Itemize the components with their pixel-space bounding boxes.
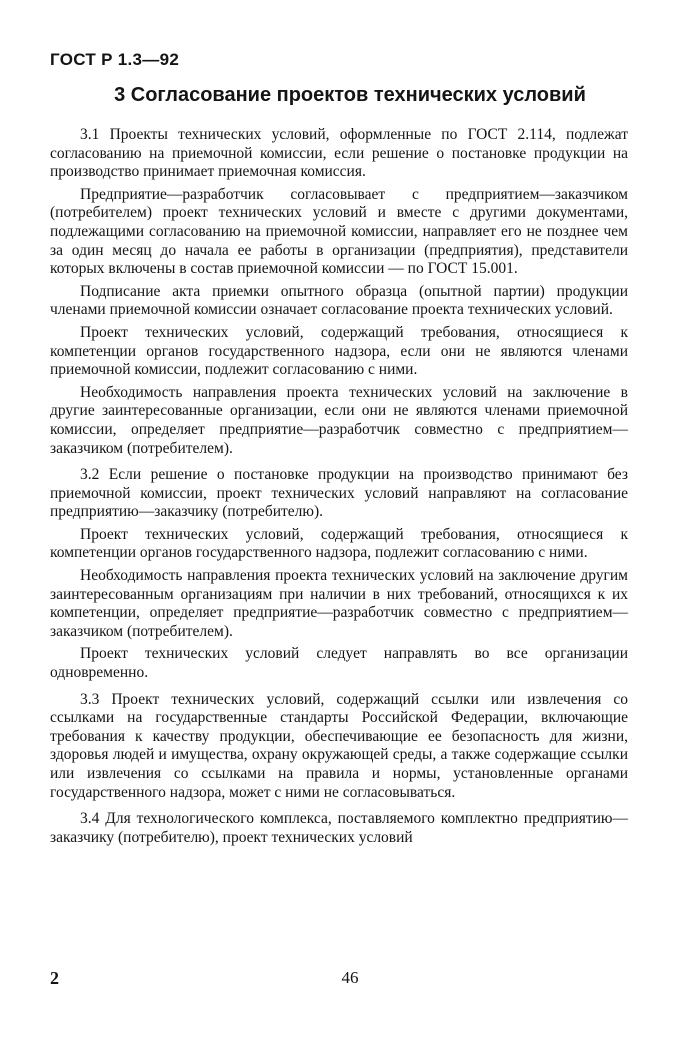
paragraph: Подписание акта приемки опытного образца (опытной партии) продукции членами приемочной комиссии означает согласование проекта технических условий.	[50, 282, 628, 319]
paragraph: Проект технических условий, содержащий требования, относящиеся к компетенции органов государственного надзора, подлежит согласованию с ними.	[50, 525, 628, 562]
paragraph: Необходимость направления проекта технических условий на заключение в другие заинтересованные организации, если они не являются членами приемочной комиссии, определяет предприятие—разработчик совместно с предприятием—заказчиком (потребителем).	[50, 383, 628, 457]
sheet-number: 46	[341, 968, 359, 987]
page-number: 2	[50, 968, 59, 988]
paragraph-3-3: 3.3 Проект технических условий, содержащий ссылки или извлечения со ссылками на государственные стандарты Российской Федерации, включающие требования к качеству продукции, обеспечивающие ее безопасность для жизни, здоровья людей и имущества, охрану окружающей среды, а также содержащие ссылки или извлечения со ссылками на правила и нормы, установленные органами государственного надзора, может с ними не согласовываться.	[50, 690, 628, 801]
paragraph-3-4: 3.4 Для технологического комплекса, поставляемого комплектно предприятию—заказчику (потребителю), проект технических условий	[50, 810, 628, 846]
paragraph: Проект технических условий следует направлять во все организации одновременно.	[50, 645, 628, 682]
paragraph-3-1: 3.1 Проекты технических условий, оформленные по ГОСТ 2.114, подлежат согласованию на приемочной комиссии, если решение о постановке продукции на производство принимает приемочная комиссия.	[50, 126, 628, 181]
section-title: 3 Согласование проектов технических условий	[114, 84, 586, 106]
paragraph: Проект технических условий, содержащий требования, относящиеся к компетенции органов государственного надзора, если они не являются членами приемочной комиссии, подлежит согласованию с ними.	[50, 323, 628, 379]
paragraph: Предприятие—разработчик согласовывает с предприятием—заказчиком (потребителем) проект технических условий и вместе с другими документами, подлежащими согласованию на приемочной комиссии, направляет его не позднее чем за один месяц до начала ее работы в организации (предприятия), представители которых включены в состав приемочной комиссии — по ГОСТ 15.001.	[50, 185, 628, 278]
paragraph: Необходимость направления проекта технических условий на заключение другим заинтересованным организациям при наличии в них требований, относящихся к их компетенции, определяет предприятие—разработчик совместно с предприятием—заказчиком (потребителем).	[50, 567, 628, 640]
body-text	[50, 126, 628, 851]
paragraph-3-2: 3.2 Если решение о постановке продукции на производство принимают без приемочной комиссии, проект технических условий направляют на согласование предприятию—заказчику (потребителю).	[50, 466, 628, 521]
standard-designation: ГОСТ Р 1.3—92	[50, 50, 180, 69]
